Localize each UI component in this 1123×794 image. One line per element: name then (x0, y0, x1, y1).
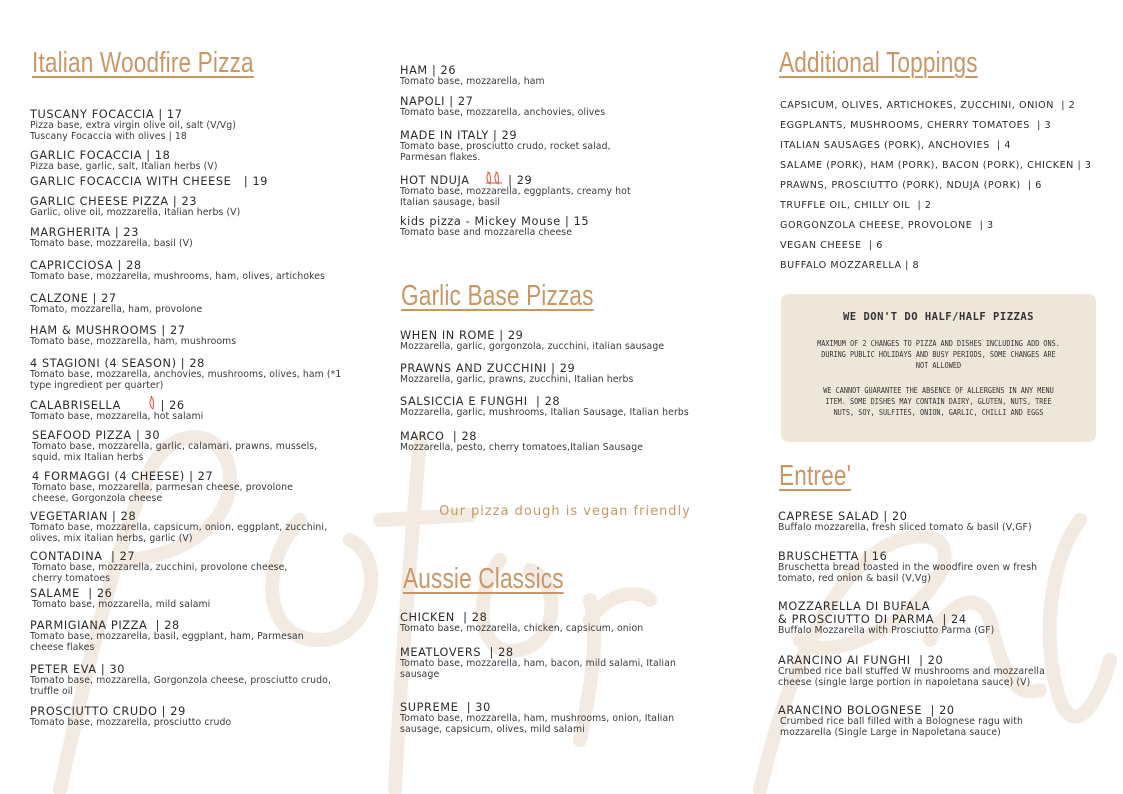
item-desc: Tomato base, mozzarella, Gorgonzola cheese, prosciutto crudo, truffle oil (30, 675, 332, 697)
section-title-entree: Entree' (779, 460, 852, 492)
menu-item (400, 646, 700, 680)
item-name: 4 STAGIONI (4 SEASON) | 28 (30, 357, 205, 370)
item-desc: Garlic, olive oil, mozzarella, Italian herbs (V) (30, 207, 241, 218)
item-desc: Buffalo mozzarella, fresh sliced tomato & basil (V,GF) (778, 522, 1032, 533)
item-name: HAM & MUSHROOMS | 27 (30, 324, 186, 337)
menu-item (30, 396, 370, 423)
item-desc: Tomato base, mozzarella, zucchini, provolone cheese, cherry tomatoes (32, 562, 288, 584)
section-title-garlic: Garlic Base Pizzas (401, 280, 594, 312)
item-name: WHEN IN ROME | 29 (400, 329, 524, 342)
menu-item (30, 195, 370, 219)
menu-item (400, 64, 740, 88)
item-name: 4 FORMAGGI (4 CHEESE) | 27 (32, 470, 214, 483)
menu-item (400, 215, 740, 239)
item-desc: Tomato base, mozzarella, chicken, capsicum, onion (400, 623, 644, 634)
item-name: CHICKEN | 28 (400, 611, 488, 624)
item-name: MADE IN ITALY | 29 (400, 129, 518, 142)
topping-row: PRAWNS, PROSCIUTTO (PORK), NDUJA (PORK) | 6 (780, 180, 1042, 191)
item-desc: Tomato base, mozzarella, basil (V) (30, 238, 193, 249)
menu-item (778, 704, 1053, 738)
item-desc: Mozzarella, garlic, mushrooms, Italian Sausage, Italian herbs (400, 407, 689, 418)
item-name: kids pizza - Mickey Mouse | 15 (400, 215, 590, 228)
item-desc: Tomato base, mozzarella, garlic, calamari, prawns, mussels, squid, mix Italian herbs (32, 441, 318, 463)
item-name: VEGETARIAN | 28 (30, 510, 137, 523)
menu-item (778, 510, 1118, 534)
topping-row: VEGAN CHEESE | 6 (780, 240, 883, 251)
chili-icon (147, 396, 156, 410)
item-desc: Crumbed rice ball filled with a Bolognese ragu with mozzarella (Single Large in Napoletana sauce) (780, 716, 1024, 738)
item-name-text: CALABRISELLA (30, 399, 121, 412)
notice-allergen-text: WE CANNOT GUARANTEE THE ABSENCE OF ALLERGENS IN ANY MENU ITEM. SOME DISHES MAY CONTAIN DAIRY, GLUTEN, NUTS, TREE NUTS, SOY, SULFITES, ONION, GARLIC, CHILLI AND EGGS (823, 386, 1054, 417)
menu-item (30, 108, 370, 142)
item-name: MEATLOVERS | 28 (400, 646, 514, 659)
item-desc: Pizza base, extra virgin olive oil, salt (V/Vg) Tuscany Focaccia with olives | 18 (30, 120, 236, 142)
menu-item (30, 149, 370, 173)
menu-item (30, 550, 315, 584)
item-desc: Tomato base, mozzarella, anchovies, olives (400, 107, 606, 118)
menu-item (30, 292, 370, 316)
menu-item (400, 171, 640, 208)
item-name: GARLIC FOCACCIA | 18 (30, 149, 171, 162)
item-name: CAPRESE SALAD | 20 (778, 510, 908, 523)
item-name: PROSCIUTTO CRUDO | 29 (30, 705, 186, 718)
item-desc: Mozzarella, garlic, gorgonzola, zucchini, italian sausage (400, 341, 665, 352)
item-name: PRAWNS AND ZUCCHINI | 29 (400, 362, 576, 375)
item-desc: Buffalo Mozzarella with Prosciutto Parma (GF) (778, 625, 995, 636)
item-name (400, 171, 640, 187)
menu-item (400, 395, 740, 419)
item-desc: Tomato base, mozzarella, eggplants, creamy hot Italian sausage, basil (400, 186, 631, 208)
item-desc: Tomato base, mozzarella, prosciutto crudo (30, 717, 232, 728)
menu-item (400, 329, 740, 353)
menu-item (400, 129, 640, 163)
menu-item (30, 324, 370, 348)
item-name: TUSCANY FOCACCIA | 17 (30, 108, 183, 121)
notice-title: WE DON'T DO HALF/HALF PIZZAS (842, 311, 1034, 323)
section-title-toppings: Additional Toppings (779, 47, 978, 79)
item-desc: Tomato base and mozzarella cheese (400, 227, 573, 238)
item-desc: Tomato base, mozzarella, mushrooms, ham, olives, artichokes (30, 271, 326, 282)
item-name: MARGHERITA | 23 (30, 226, 140, 239)
item-name-text: HOT NDUJA (400, 174, 470, 187)
menu-item (778, 654, 1073, 688)
topping-row: CAPSICUM, OLIVES, ARTICHOKES, ZUCCHINI, ONION | 2 (780, 100, 1076, 111)
allergen-notice-box (781, 294, 1096, 442)
item-desc: Mozzarella, pesto, cherry tomatoes,Italian Sausage (400, 442, 644, 453)
menu-item (400, 701, 700, 735)
section-title-aussie: Aussie Classics (403, 563, 564, 595)
item-name: GARLIC CHEESE PIZZA | 23 (30, 195, 198, 208)
topping-row: ITALIAN SAUSAGES (PORK), ANCHOVIES | 4 (780, 140, 1012, 151)
item-name: SALSICCIA E FUNGHI | 28 (400, 395, 561, 408)
item-desc: Tomato base, mozzarella, capsicum, onion, eggplant, zucchini, olives, mix italian herbs, garlic (V) (30, 522, 328, 544)
item-desc: Tomato base, mozzarella, mild salami (32, 599, 211, 610)
item-name: MARCO | 28 (400, 430, 478, 443)
item-name: PETER EVA | 30 (30, 663, 126, 676)
item-name: CALZONE | 27 (30, 292, 117, 305)
vegan-note: Our pizza dough is vegan friendly (439, 504, 691, 519)
item-name: CAPRICCIOSA | 28 (30, 259, 142, 272)
item-desc: Tomato base, mozzarella, parmesan cheese, provolone cheese, Gorgonzola cheese (32, 482, 293, 504)
item-desc: Tomato base, mozzarella, ham, mushrooms (30, 336, 237, 347)
menu-item (30, 175, 370, 188)
menu-item (778, 550, 1068, 584)
topping-row: SALAME (PORK), HAM (PORK), BACON (PORK), CHICKEN | 3 (780, 160, 1092, 171)
menu-item (32, 470, 317, 504)
notice-changes-text: MAXIMUM OF 2 CHANGES TO PIZZA AND DISHES INCLUDING ADD ONS. DURING PUBLIC HOLIDAYS AND BUSY PERIODS, SOME CHANGES ARE NOT ALLOWED (817, 339, 1060, 370)
menu-item (30, 619, 330, 653)
item-name: MOZZARELLA DI BUFALA & PROSCIUTTO DI PARMA | 24 (778, 600, 967, 626)
item-desc: Mozzarella, garlic, prawns, zucchini, Italian herbs (400, 374, 634, 385)
item-name: SUPREME | 30 (400, 701, 491, 714)
menu-item (30, 587, 370, 611)
item-desc: Tomato base, mozzarella, ham, bacon, mild salami, Italian sausage (400, 658, 676, 680)
item-desc: Tomato base, mozzarella, basil, eggplant, ham, Parmesan cheese flakes (30, 631, 304, 653)
item-desc: Bruschetta bread toasted in the woodfire oven w fresh tomato, red onion & basil (V,Vg) (778, 562, 1038, 584)
menu-item (778, 600, 1118, 637)
menu-item (30, 357, 355, 391)
topping-row: TRUFFLE OIL, CHILLY OIL | 2 (780, 200, 932, 211)
item-price: | 26 (160, 399, 185, 412)
menu-item (32, 429, 337, 463)
topping-row: BUFFALO MOZZARELLA | 8 (780, 260, 920, 271)
item-name: NAPOLI | 27 (400, 95, 474, 108)
item-desc: Tomato base, mozzarella, ham, mushrooms, onion, Italian sausage, capsicum, olives, mild salami (400, 713, 675, 735)
item-desc: Pizza base, garlic, salt, Italian herbs (V) (30, 161, 218, 172)
item-name: HAM | 26 (400, 64, 457, 77)
topping-row: EGGPLANTS, MUSHROOMS, CHERRY TOMATOES | 3 (780, 120, 1052, 131)
item-name: ARANCINO BOLOGNESE | 20 (778, 704, 955, 717)
item-desc: Tomato base, mozzarella, anchovies, mushrooms, olives, ham (*1 type ingredient per quarter) (30, 369, 342, 391)
item-desc: Tomato, mozzarella, ham, provolone (30, 304, 203, 315)
menu-item (30, 226, 370, 250)
item-name: CONTADINA | 27 (30, 550, 136, 563)
item-name: BRUSCHETTA | 16 (778, 550, 888, 563)
item-name (30, 396, 370, 412)
item-desc: Tomato base, mozzarella, hot salami (30, 411, 204, 422)
item-name: SEAFOOD PIZZA | 30 (32, 429, 161, 442)
menu-item (30, 259, 370, 283)
item-name: SALAME | 26 (30, 587, 113, 600)
menu-item (30, 663, 355, 697)
menu-item (400, 95, 740, 119)
item-desc: Crumbed rice ball stuffed W mushrooms and mozzarella cheese (single large portion in napoletana sauce) (V) (778, 666, 1045, 688)
item-desc: Tomato base, mozzarella, ham (400, 76, 545, 87)
menu-item (400, 611, 740, 635)
item-name: ARANCINO AI FUNGHI | 20 (778, 654, 944, 667)
chili-icon (484, 171, 504, 185)
menu-item (400, 362, 740, 386)
section-title-italian: Italian Woodfire Pizza (32, 47, 254, 79)
menu-item (400, 430, 740, 454)
menu-item (30, 705, 370, 729)
item-price: | 29 (508, 174, 533, 187)
topping-row: GORGONZOLA CHEESE, PROVOLONE | 3 (780, 220, 994, 231)
item-name: GARLIC FOCACCIA WITH CHEESE | 19 (30, 175, 269, 188)
menu-item (30, 510, 350, 544)
item-desc: Tomato base, prosciutto crudo, rocket salad, Parmesan flakes. (400, 141, 611, 163)
item-name: PARMIGIANA PIZZA | 28 (30, 619, 180, 632)
